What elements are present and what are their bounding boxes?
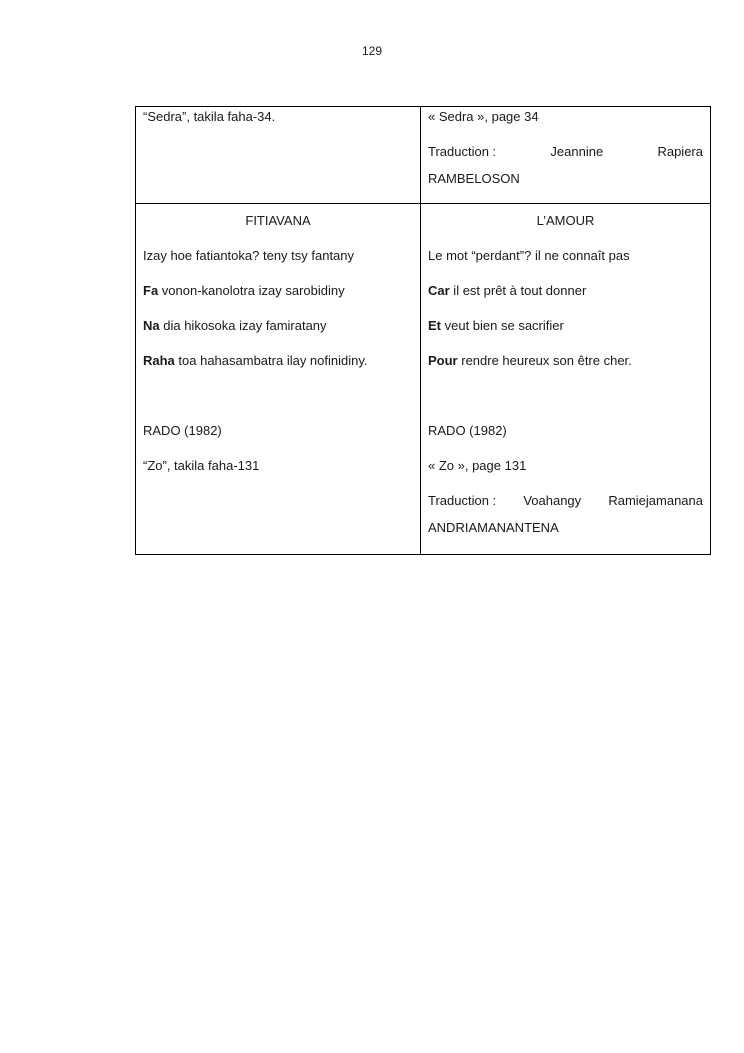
translation-label: Traduction :: [428, 144, 497, 159]
source-original: “Sedra”, takila faha-34.: [143, 109, 276, 124]
poem-title-translation: L’AMOUR: [536, 213, 595, 228]
poem-line-original-3: [143, 316, 413, 336]
line-text: il est prêt à tout donner: [449, 283, 587, 298]
translator-last-name: ANDRIAMANANTENA: [428, 520, 559, 535]
translator-first-name: Voahangy: [523, 493, 582, 508]
poem-line-translation-4: [428, 351, 703, 371]
translator-line: [428, 142, 703, 162]
translation-label: Traduction :: [428, 493, 497, 508]
line-lead-word: Pour: [428, 353, 458, 368]
line-text: dia hikosoka izay famiratany: [159, 318, 327, 333]
cell-poem-translation: [421, 204, 711, 555]
cell-source-original: [136, 107, 421, 204]
translator-first-name: Jeannine: [550, 144, 604, 159]
poem-source-original: “Zo”, takila faha-131: [143, 458, 260, 473]
line-lead-word: Raha: [143, 353, 175, 368]
poem-author-translation: RADO (1982): [428, 423, 507, 438]
line-text: Izay hoe fatiantoka? teny tsy fantany: [143, 248, 355, 263]
page-number: 129: [361, 44, 383, 58]
poem-line-original-4: [143, 351, 413, 371]
translator-last-name: RAMBELOSON: [428, 171, 520, 186]
blank-spacer: [143, 371, 413, 421]
poem-line-translation-3: [428, 316, 703, 336]
source-translation: « Sedra », page 34: [428, 109, 539, 124]
line-text: veut bien se sacrifier: [441, 318, 564, 333]
poem-author-original: RADO (1982): [143, 423, 222, 438]
translator-middle-name: Ramiejamanana: [608, 493, 703, 508]
translator-line: [428, 491, 703, 511]
poem-translation-table: [135, 106, 711, 555]
translator-middle-name: Rapiera: [657, 144, 703, 159]
line-text: vonon-kanolotra izay sarobidiny: [158, 283, 345, 298]
poem-line-original-2: [143, 281, 413, 301]
poem-title-original: FITIAVANA: [245, 213, 311, 228]
table-row-poem: [136, 204, 711, 555]
line-lead-word: Na: [143, 318, 160, 333]
cell-poem-original: [136, 204, 421, 555]
poem-line-translation-1: [428, 246, 703, 266]
line-text: toa hahasambatra ilay nofinidiny.: [174, 353, 368, 368]
line-lead-word: Et: [428, 318, 441, 333]
cell-source-translation: [421, 107, 711, 204]
blank-spacer: [428, 371, 703, 421]
line-text: rendre heureux son être cher.: [457, 353, 632, 368]
poem-line-translation-2: [428, 281, 703, 301]
line-lead-word: Car: [428, 283, 450, 298]
poem-line-original-1: [143, 246, 413, 266]
line-text: Le mot “perdant”? il ne connaît pas: [428, 248, 630, 263]
poem-source-translation: « Zo », page 131: [428, 458, 527, 473]
line-lead-word: Fa: [143, 283, 159, 298]
table-row-source: [136, 107, 711, 204]
